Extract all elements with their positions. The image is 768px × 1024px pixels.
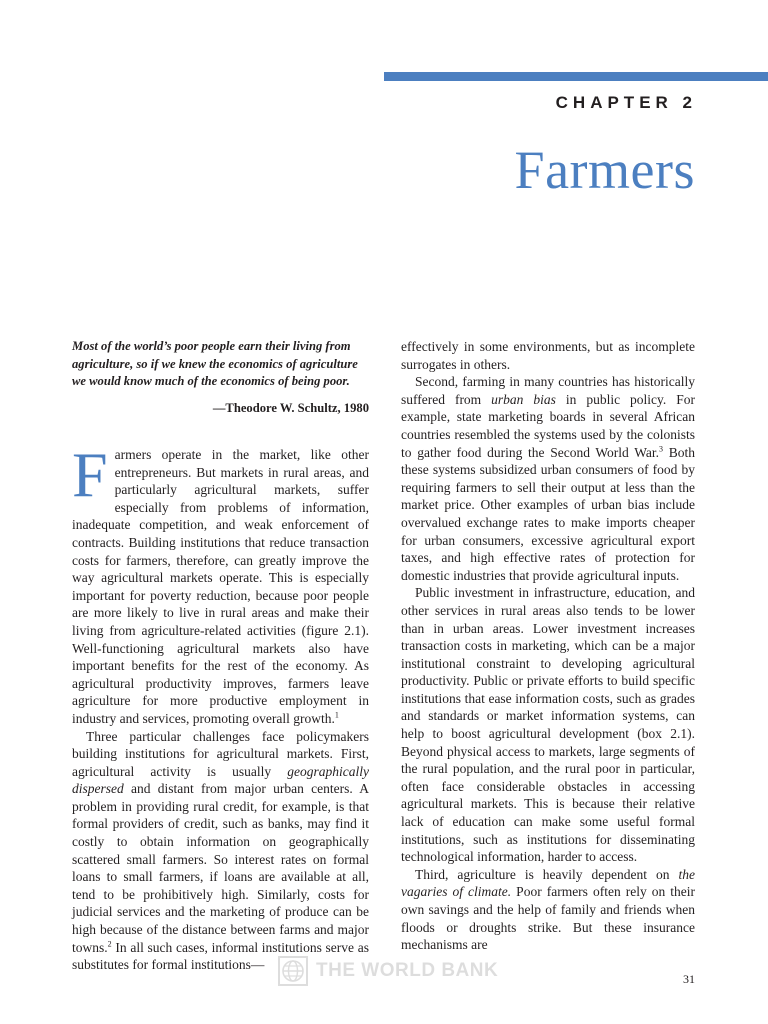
paragraph-text: in public policy. For example, state marketing boards in several African countries resembled the systems used by the colonists to gather food during the Second World War. xyxy=(401,391,695,460)
paragraph-text: Both these systems subsidized urban consumers of food by requiring farmers to sell their output at less than the market price. Other examples of urban bias include overvalued exchange rates to make imports cheaper for urban consumers, excessive agricultural export taxes, and high effective rates of protection for domestic industries that provide agricultural inputs. xyxy=(401,444,695,583)
paragraph-text: and distant from major urban centers. A problem in providing rural credit, for example, is that formal providers of credit, such as banks, may find it costly to obtain information on geographically scattered small farmers. So interest rates on formal loans to small farmers, if loans are available at all, tend to be prohibitively high. Similarly, costs for judicial services and the marketing of produce can be high because of the distance between farms and major towns. xyxy=(72,781,369,955)
paragraph xyxy=(401,373,695,584)
paragraph xyxy=(72,728,369,974)
emphasis-text: urban bias xyxy=(491,391,556,407)
chapter-title: Farmers xyxy=(514,140,695,200)
chapter-label: CHAPTER 2 xyxy=(555,93,697,112)
footnote-ref: 2 xyxy=(107,939,112,949)
world-bank-watermark xyxy=(278,956,498,986)
footnote-ref: 1 xyxy=(334,710,339,720)
paragraph-text: Second, farming in many countries has historically suffered from xyxy=(401,374,695,407)
paragraph: Public investment in infrastructure, education, and other services in rural areas also tends to be lower than in urban areas. Lower investment increases transaction costs in marketing, which can be a major institutional constraint to developing agricultural productivity. Public or private efforts to build specific institutions that ease information costs, such as grades and standards or market information systems, can help to boost agricultural development (box 2.1). Beyond physical access to markets, large segments of the rural population, and the rural poor in particular, often face considerable obstacles in accessing agricultural markets. This is because their relative lack of education can make some useful formal institutions, such as institutions for disseminating technological information, harder to access. xyxy=(401,585,695,865)
paragraph-text: Poor farmers often rely on their own savings and the help of family and friends when floods or droughts strike. But these insurance mechanisms are xyxy=(401,884,695,953)
drop-cap: F xyxy=(72,439,108,510)
footnote-ref: 3 xyxy=(659,444,664,454)
emphasis-text: geographically dispersed xyxy=(72,763,369,797)
paragraph xyxy=(72,439,369,728)
globe-icon xyxy=(278,956,308,986)
paragraph-text: Three particular challenges face policymakers building institutions for agricultural markets. First, agricultural activity is usually xyxy=(72,728,369,779)
emphasis-text: the vagaries of climate. xyxy=(401,866,695,900)
epigraph-quote: Most of the world’s poor people earn their living from agriculture, so if we knew the economics of agriculture we would know much of the economics of being poor. xyxy=(72,339,358,389)
paragraph: effectively in some environments, but as incomplete surrogates in others. xyxy=(401,339,695,372)
chapter-rule xyxy=(384,72,768,81)
paragraph-text: In all such cases, informal institutions serve as substitutes for formal institutions— xyxy=(72,939,369,973)
paragraph xyxy=(401,866,695,954)
left-column xyxy=(72,439,369,974)
epigraph-attribution: —Theodore W. Schultz, 1980 xyxy=(212,401,369,415)
paragraph-text: Third, agriculture is heavily dependent on xyxy=(415,866,679,882)
watermark-text: THE WORLD BANK xyxy=(316,960,499,981)
right-column xyxy=(401,338,695,954)
paragraph-text: armers operate in the market, like other entrepreneurs. But markets in rural areas, and particularly agricultural markets, suffer especially from problems of information, inadequate competition, and weak enforcement of contracts. Building institutions that reduce transaction costs for farmers, therefore, can greatly improve the way agricultural markets operate. This is especially important for poverty reduction, because poor people are more likely to live in rural areas and make their living from agriculture-related activities (figure 2.1). Well-functioning agricultural markets also have important benefits for the rest of the economy. As agricultural productivity improves, farmers leave agriculture for more productive employment in industry and services, promoting overall growth. xyxy=(72,447,369,726)
page-number: 31 xyxy=(683,972,695,986)
